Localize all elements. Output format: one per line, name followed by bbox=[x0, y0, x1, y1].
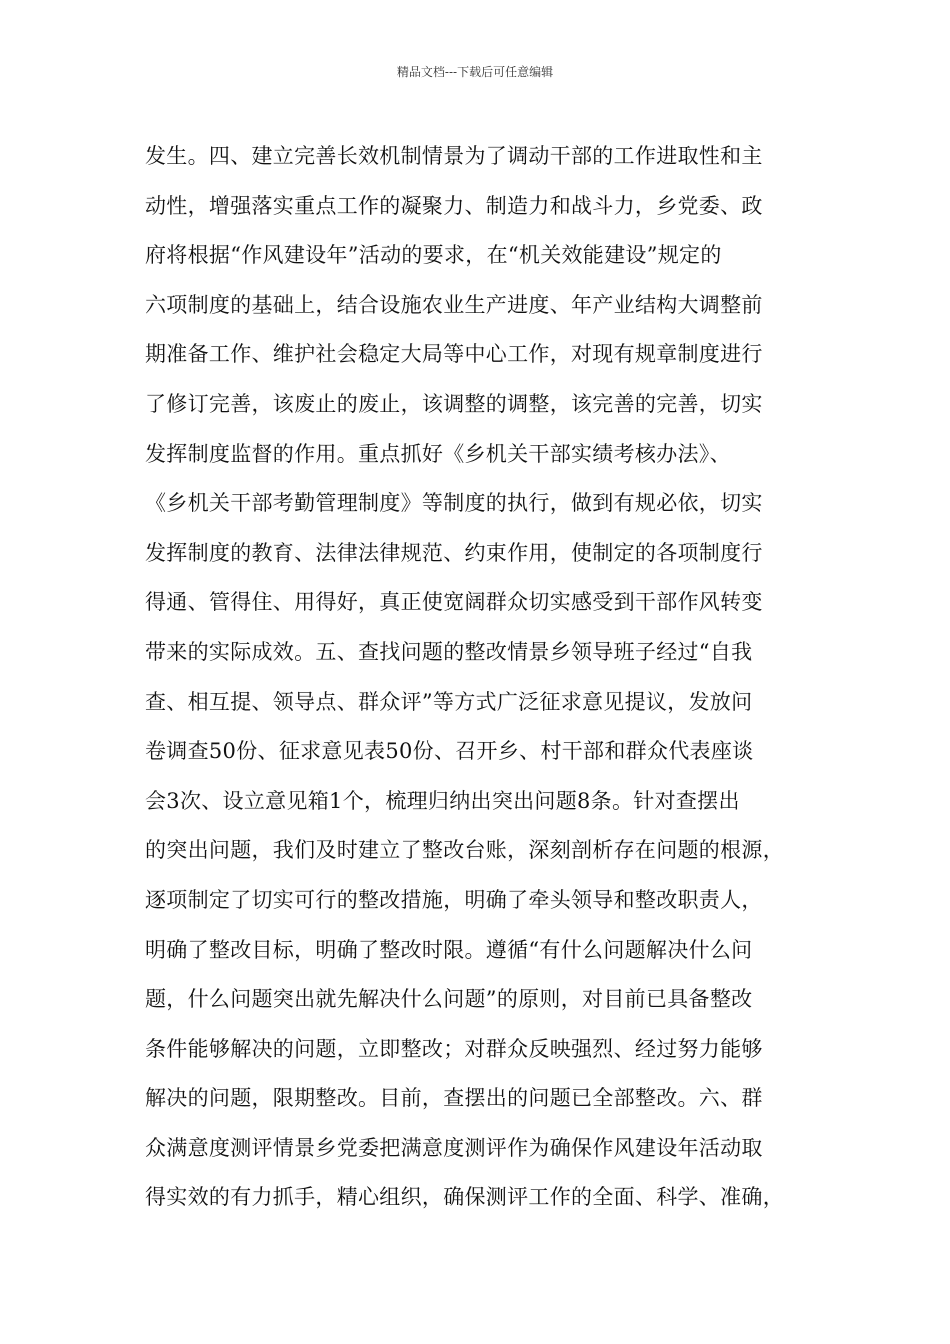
text-line: 会3次、设立意见箱1个，梳理归纳出突出问题8条。针对查摆出 bbox=[145, 788, 740, 813]
text-line: 众满意度测评情景乡党委把满意度测评作为确保作风建设年活动取 bbox=[145, 1135, 763, 1160]
text-line: 查、相互提、领导点、群众评”等方式广泛征求意见提议，发放问 bbox=[145, 689, 753, 714]
text-line: 明确了整改目标，明确了整改时限。遵循“有什么问题解决什么问 bbox=[145, 937, 753, 962]
text-line: 了修订完善，该废止的废止，该调整的调整，该完善的完善，切实 bbox=[145, 391, 763, 416]
text-line: 发挥制度的教育、法律法律规范、约束作用，使制定的各项制度行 bbox=[145, 540, 763, 565]
text-line: 六项制度的基础上，结合设施农业生产进度、年产业结构大调整前 bbox=[145, 292, 763, 317]
text-line: 的突出问题，我们及时建立了整改台账，深刻剖析存在问题的根源， bbox=[145, 838, 784, 863]
text-line: 得通、管得住、用得好，真正使宽阔群众切实感受到干部作风转变 bbox=[145, 590, 763, 615]
text-line: 带来的实际成效。五、查找问题的整改情景乡领导班子经过“自我 bbox=[145, 639, 753, 664]
text-line: 条件能够解决的问题，立即整改；对群众反映强烈、经过努力能够 bbox=[145, 1036, 763, 1061]
text-line: 发挥制度监督的作用。重点抓好《乡机关干部实绩考核办法》、 bbox=[145, 441, 731, 466]
text-line: 题，什么问题突出就先解决什么问题”的原则，对目前已具备整改 bbox=[145, 987, 753, 1012]
text-line: 动性，增强落实重点工作的凝聚力、制造力和战斗力，乡党委、政 bbox=[145, 193, 763, 218]
text-line: 逐项制定了切实可行的整改措施，明确了牵头领导和整改职责人， bbox=[145, 887, 763, 912]
text-line: 《乡机关干部考勤管理制度》等制度的执行，做到有规必依，切实 bbox=[145, 491, 763, 516]
text-line: 解决的问题，限期整改。目前，查摆出的问题已全部整改。六、群 bbox=[145, 1086, 763, 1111]
text-line: 府将根据“作风建设年”活动的要求，在“机关效能建设”规定的 bbox=[145, 243, 722, 268]
page-header: 精品文档---下载后可任意编辑 bbox=[396, 65, 554, 79]
body-text bbox=[145, 132, 825, 1223]
text-line: 得实效的有力抓手，精心组织，确保测评工作的全面、科学、准确， bbox=[145, 1185, 784, 1210]
text-line: 期准备工作、维护社会稳定大局等中心工作，对现有规章制度进行 bbox=[145, 342, 763, 367]
text-line: 发生。四、建立完善长效机制情景为了调动干部的工作进取性和主 bbox=[145, 144, 763, 168]
text-line: 卷调查50份、征求意见表50份、召开乡、村干部和群众代表座谈 bbox=[145, 739, 754, 764]
